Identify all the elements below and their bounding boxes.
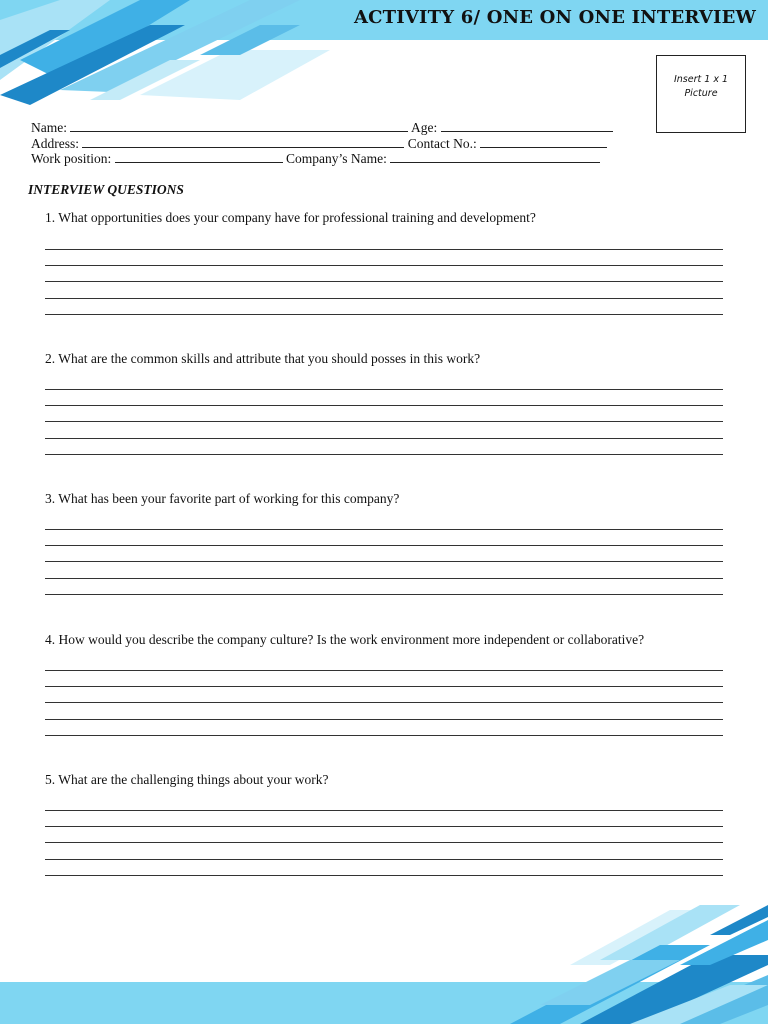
contact-label: Contact No.: <box>407 135 477 151</box>
question-block-3 <box>45 491 725 507</box>
question-block-2 <box>45 351 725 367</box>
question-text: 1. What opportunities does your company have for professional training and development? <box>45 210 536 225</box>
address-label: Address: <box>31 135 79 151</box>
answer-line[interactable] <box>45 298 723 299</box>
question-text: 4. How would you describe the company culture? Is the work environment more independent or collaborative? <box>45 632 645 647</box>
age-label: Age: <box>411 120 438 135</box>
section-title: INTERVIEW QUESTIONS <box>28 182 184 197</box>
answer-line[interactable] <box>45 529 723 530</box>
bottom-right-stripe-graphic <box>480 905 768 1024</box>
answer-line[interactable] <box>45 826 723 827</box>
answer-line[interactable] <box>45 686 723 687</box>
answer-line[interactable] <box>45 454 723 455</box>
answer-line[interactable] <box>45 281 723 282</box>
answer-line[interactable] <box>45 810 723 811</box>
work-position-field[interactable] <box>115 151 283 163</box>
form-row-name <box>31 120 613 136</box>
answer-line[interactable] <box>45 735 723 736</box>
answer-line[interactable] <box>45 545 723 546</box>
question-text: 5. What are the challenging things about your work? <box>45 772 329 787</box>
question-block-1 <box>45 210 725 226</box>
answer-line[interactable] <box>45 421 723 422</box>
page-title: ACTIVITY 6/ ONE ON ONE INTERVIEW <box>353 7 756 28</box>
answer-line[interactable] <box>45 670 723 671</box>
work-position-label: Work position: <box>31 151 112 166</box>
answer-line[interactable] <box>45 594 723 595</box>
answer-line[interactable] <box>45 389 723 390</box>
address-field[interactable] <box>82 136 404 148</box>
age-field[interactable] <box>441 120 613 132</box>
answer-line[interactable] <box>45 438 723 439</box>
answer-line[interactable] <box>45 875 723 876</box>
photo-label-line1: Insert 1 x 1 <box>673 74 729 85</box>
photo-label-line2: Picture <box>684 88 718 99</box>
answer-line[interactable] <box>45 702 723 703</box>
answer-line[interactable] <box>45 314 723 315</box>
personal-info-form <box>31 120 613 167</box>
question-block-4 <box>45 632 725 648</box>
question-text: 2. What are the common skills and attribute that you should posses in this work? <box>45 351 481 366</box>
company-field[interactable] <box>390 151 600 163</box>
name-field[interactable] <box>70 120 408 132</box>
question-text: 3. What has been your favorite part of working for this company? <box>45 491 400 506</box>
answer-line[interactable] <box>45 249 723 250</box>
answer-line[interactable] <box>45 405 723 406</box>
answer-line[interactable] <box>45 859 723 860</box>
name-label: Name: <box>31 120 67 135</box>
top-left-stripe-graphic <box>0 0 360 110</box>
form-row-work <box>31 151 613 167</box>
form-row-address <box>31 136 613 152</box>
answer-line[interactable] <box>45 719 723 720</box>
contact-field[interactable] <box>480 136 607 148</box>
company-label: Company’s Name: <box>286 151 387 166</box>
answer-line[interactable] <box>45 561 723 562</box>
answer-line[interactable] <box>45 265 723 266</box>
answer-line[interactable] <box>45 842 723 843</box>
photo-placeholder <box>656 55 746 133</box>
answer-line[interactable] <box>45 578 723 579</box>
question-block-5 <box>45 772 725 788</box>
